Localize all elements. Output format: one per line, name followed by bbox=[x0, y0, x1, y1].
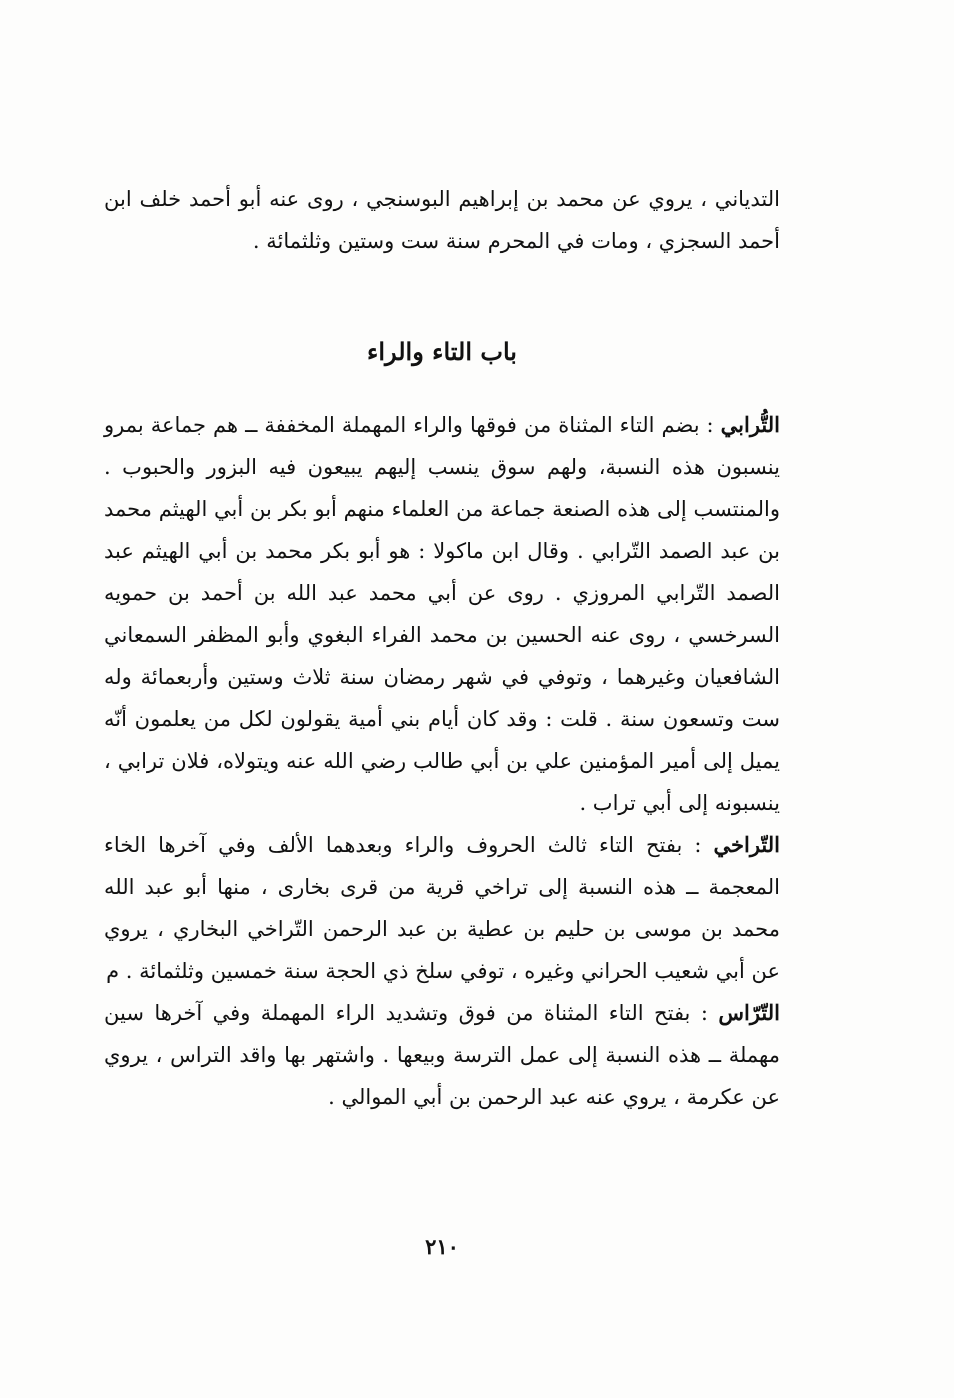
section-heading: باب التاء والراء bbox=[367, 337, 517, 366]
entry-turabi bbox=[104, 404, 780, 824]
entry-term: التُّرابي bbox=[720, 412, 780, 437]
intro-paragraph: التدياني ، يروي عن محمد بن إبراهيم البوسنجي ، روى عنه أبو أحمد خلف ابن أحمد السجزي ، ومات في المحرم سنة ست وستين وثلثمائة . bbox=[104, 187, 780, 253]
entry-term: التّراخي bbox=[713, 832, 780, 857]
entry-turakhi bbox=[104, 824, 780, 992]
page-number: ٢١٠ bbox=[425, 1234, 459, 1259]
entries-list bbox=[104, 404, 780, 1118]
entry-term: التّرّاس bbox=[718, 1000, 780, 1025]
entry-turras bbox=[104, 992, 780, 1118]
entry-text: : بفتح التاء المثناة من فوق وتشديد الراء المهملة وفي آخرها سين مهملة ــ هذه النسبة إلى عمل الترسة وبيعها . واشتهر بها واقد التراس ، يروي عن عكرمة ، يروي عنه عبد الرحمن بن أبي الموالي . bbox=[104, 1001, 780, 1109]
entry-text: : بفتح التاء ثالث الحروف والراء وبعدهما الألف وفي آخرها الخاء المعجمة ــ هذه النسبة إلى تراخي قرية من قرى بخارى ، منها أبو عبد الله محمد بن موسى بن حليم بن عطية بن عبد الرحمن التّراخي البخاري ، يروي عن أبي شعيب الحراني وغيره ، توفي سلخ ذي الحجة سنة خمسين وثلثمائة . م bbox=[104, 833, 780, 983]
entry-text: : بضم التاء المثناة من فوقها والراء المهملة المخففة ــ هم جماعة بمرو ينسبون هذه النسبة، ولهم سوق ينسب إليهم يبيعون فيه البزور والحبوب . والمنتسب إلى هذه الصنعة جماعة من العلماء منهم أبو بكر بن أبي الهيثم محمد بن عبد الصمد التّرابي . وقال ابن ماكولا : هو أبو بكر محمد بن أبي الهيثم عبد الصمد التّرابي المروزي . روى عن أبي محمد عبد الله بن أحمد بن حمويه السرخسي ، روى عنه الحسين بن محمد الفراء البغوي وأبو المظفر السمعاني الشافعيان وغيرهما ، وتوفي في شهر رمضان سنة ثلاث وستين وأربعمائة وله ست وتسعون سنة . قلت : وقد كان أيام بني أمية يقولون لكل من يعلمون أنّه يميل إلى أمير المؤمنين علي بن أبي طالب رضي الله عنه ويتولاه، فلان ترابي ، ينسبونه إلى أبي تراب . bbox=[104, 413, 780, 815]
